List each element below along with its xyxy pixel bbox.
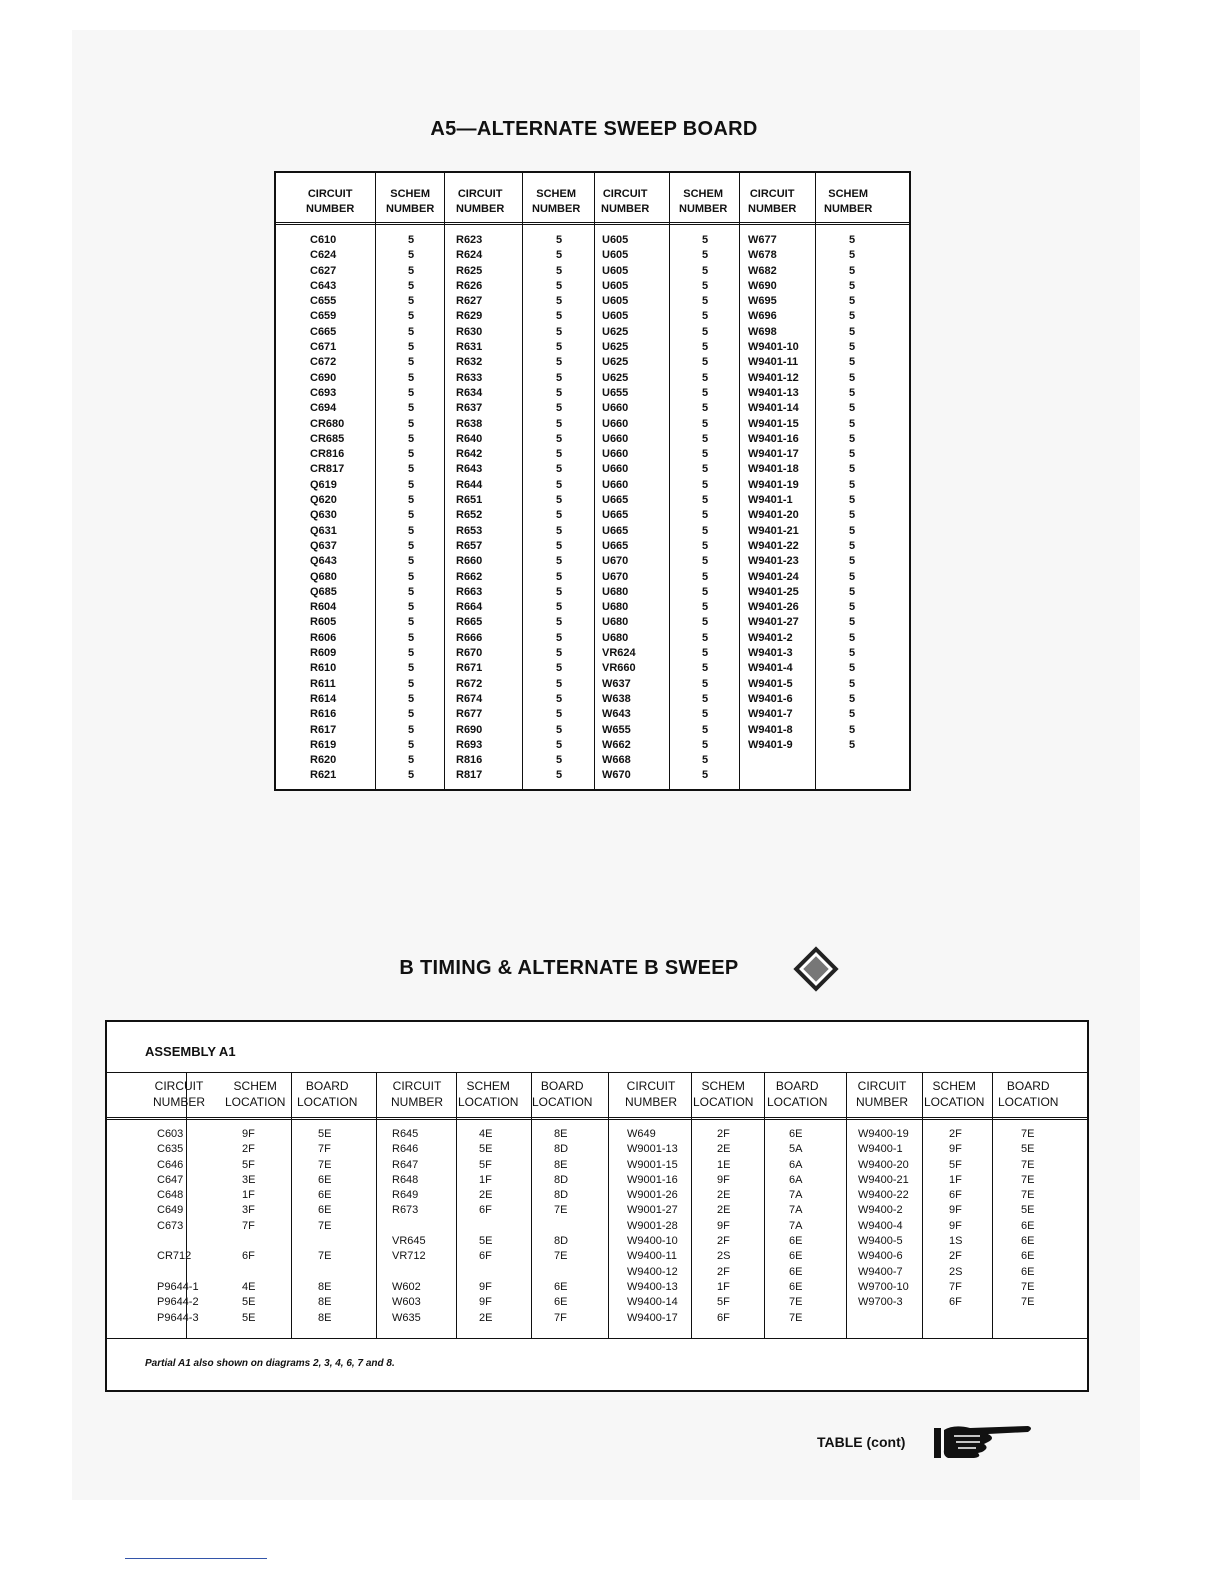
header-circuit-number: CIRCUIT NUMBER [625, 1079, 678, 1109]
header-schem-number: SCHEM NUMBER [532, 188, 581, 215]
schem-column: 2F 2E 1E 9F 2E 2E 9F 2F 2S 2F 1F 5F 6F [717, 1128, 731, 1324]
header-circuit-number: CIRCUIT NUMBER [153, 1079, 206, 1109]
table2-title: B TIMING & ALTERNATE B SWEEP [399, 957, 739, 979]
schem-column: 4E 5E 5F 1F 2E 6F 5E 6F 9F 9F 2E [479, 1128, 493, 1324]
header-circuit-number: CIRCUIT NUMBER [306, 188, 355, 215]
b-timing-table [105, 1020, 1089, 1392]
circuit-column: W677 W678 W682 W690 W695 W696 W698 W9401-10 W9401-11 W9401-12 W9401-13 W9401-14 W9401-15 W9401-16 W9401-17 W9401-18 W9401-19 W9401-1 W9401-20 W9401-21 W9401-22 W9401-23 W9401-24 W9401-25 W9401-26 W9401-27 W9401-2 W9401-3 W9401-4 W9401-5 W9401-6 W9401-7 W9401-8 W9401-9 [748, 234, 799, 751]
schem-column: 5 5 5 5 5 5 5 5 5 5 5 5 5 5 5 5 5 5 5 5 5 5 5 5 5 5 5 5 5 5 5 5 5 5 5 5 [702, 234, 709, 782]
schem-column: 5 5 5 5 5 5 5 5 5 5 5 5 5 5 5 5 5 5 5 5 5 5 5 5 5 5 5 5 5 5 5 5 5 5 [849, 234, 856, 751]
header-schem-location: SCHEM LOCATION [458, 1079, 519, 1109]
circuit-column: R645 R646 R647 R648 R649 R673 VR645 VR712 W602 W603 W635 [392, 1128, 426, 1324]
circuit-column: R623 R624 R625 R626 R627 R629 R630 R631 R632 R633 R634 R637 R638 R640 R642 R643 R644 R651 R652 R653 R657 R660 R662 R663 R664 R665 R666 R670 R671 R672 R674 R677 R690 R693 R816 R817 [456, 234, 483, 782]
header-circuit-number: CIRCUIT NUMBER [601, 188, 650, 215]
header-board-location: BOARD LOCATION [998, 1079, 1059, 1109]
header-circuit-number: CIRCUIT NUMBER [856, 1079, 909, 1109]
circuit-column: C610 C624 C627 C643 C655 C659 C665 C671 C672 C690 C693 C694 CR680 CR685 CR816 CR817 Q619 Q620 Q630 Q631 Q637 Q643 Q680 Q685 R604 R605 R606 R609 R610 R611 R614 R616 R617 R619 R620 R621 [310, 234, 345, 782]
circuit-column: W9400-19 W9400-1 W9400-20 W9400-21 W9400-22 W9400-2 W9400-4 W9400-5 W9400-6 W9400-7 W9700-10 W9700-3 [858, 1128, 909, 1309]
schem-column: 9F 2F 5F 3E 1F 3F 7F 6F 4E 5E 5E [242, 1128, 256, 1324]
header-schem-number: SCHEM NUMBER [386, 188, 435, 215]
assembly-label: ASSEMBLY A1 [145, 1044, 236, 1059]
header-circuit-number: CIRCUIT NUMBER [456, 188, 505, 215]
circuit-column: W649 W9001-13 W9001-15 W9001-16 W9001-26 W9001-27 W9001-28 W9400-10 W9400-11 W9400-12 W9400-13 W9400-14 W9400-17 [627, 1128, 678, 1324]
header-schem-location: SCHEM LOCATION [924, 1079, 985, 1109]
alternate-sweep-table [274, 171, 911, 791]
header-board-location: BOARD LOCATION [767, 1079, 828, 1109]
schem-column: 5 5 5 5 5 5 5 5 5 5 5 5 5 5 5 5 5 5 5 5 5 5 5 5 5 5 5 5 5 5 5 5 5 5 5 5 [408, 234, 415, 782]
bottom-rule [125, 1558, 267, 1559]
board-column: 8E 8D 8E 8D 8D 7E 8D 7E 6E 6E 7F [554, 1128, 569, 1324]
header-schem-location: SCHEM LOCATION [225, 1079, 286, 1109]
footnote: Partial A1 also shown on diagrams 2, 3, 4, 6, 7 and 8. [145, 1358, 395, 1369]
header-schem-number: SCHEM NUMBER [824, 188, 873, 215]
board-column: 7E 5E 7E 7E 7E 5E 6E 6E 6E 6E 7E 7E [1021, 1128, 1035, 1309]
table1-title: A5—ALTERNATE SWEEP BOARD [430, 118, 758, 140]
schem-column: 2F 9F 5F 1F 6F 9F 9F 1S 2F 2S 7F 6F [949, 1128, 963, 1309]
pointing-hand-icon [930, 1420, 1035, 1462]
diamond-symbol-icon [792, 945, 840, 993]
header-circuit-number: CIRCUIT NUMBER [748, 188, 797, 215]
board-column: 6E 5A 6A 6A 7A 7A 7A 6E 6E 6E 6E 7E 7E [789, 1128, 803, 1324]
header-board-location: BOARD LOCATION [532, 1079, 593, 1109]
table-continued-label: TABLE (cont) [817, 1434, 906, 1450]
header-circuit-number: CIRCUIT NUMBER [391, 1079, 444, 1109]
board-column: 5E 7F 7E 6E 6E 6E 7E 7E 8E 8E 8E [318, 1128, 332, 1324]
header-board-location: BOARD LOCATION [297, 1079, 358, 1109]
schem-column: 5 5 5 5 5 5 5 5 5 5 5 5 5 5 5 5 5 5 5 5 5 5 5 5 5 5 5 5 5 5 5 5 5 5 5 5 [556, 234, 563, 782]
header-schem-location: SCHEM LOCATION [693, 1079, 754, 1109]
circuit-column: U605 U605 U605 U605 U605 U605 U625 U625 U625 U625 U655 U660 U660 U660 U660 U660 U660 U665 U665 U665 U665 U670 U670 U680 U680 U680 U680 VR624 VR660 W637 W638 W643 W655 W662 W668 W670 [602, 234, 636, 782]
circuit-column: C603 C635 C646 C647 C648 C649 C673 CR712 P9644-1 P9644-2 P9644-3 [157, 1128, 199, 1324]
header-schem-number: SCHEM NUMBER [679, 188, 728, 215]
